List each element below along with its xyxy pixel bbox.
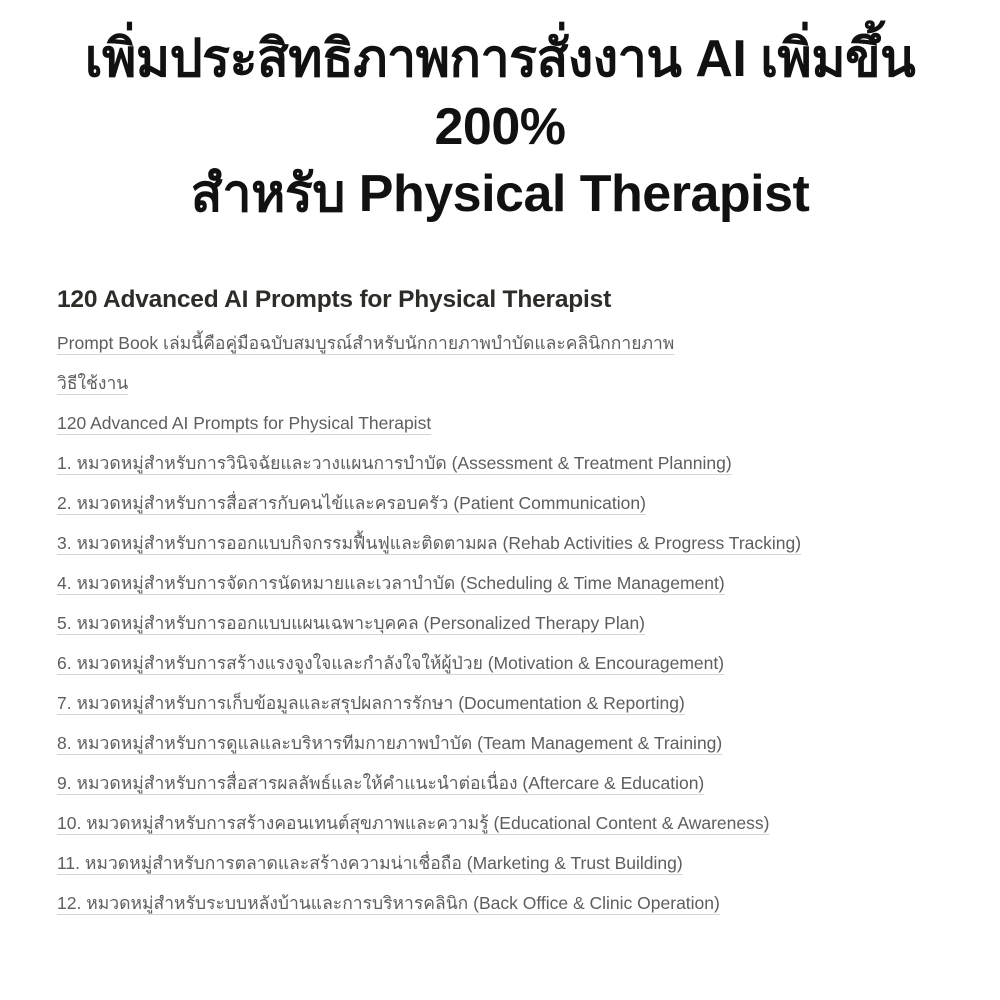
toc-link-category-6[interactable]: 6. หมวดหมู่สำหรับการสร้างแรงจูงใจและกำลังใจให้ผู้ป่วย (Motivation & Encouragement) [57,653,725,674]
toc-item [57,690,943,717]
section-heading: 120 Advanced AI Prompts for Physical Therapist [57,285,612,313]
page-title-line-1: เพิ่มประสิทธิภาพการสั่งงาน AI เพิ่มขึ้น 200% [84,30,916,156]
toc-item [57,730,943,757]
toc-link-category-8[interactable]: 8. หมวดหมู่สำหรับการดูแลและบริหารทีมกายภาพบำบัด (Team Management & Training) [57,733,723,754]
toc-link-category-3[interactable]: 3. หมวดหมู่สำหรับการออกแบบกิจกรรมฟื้นฟูและติดตามผล (Rehab Activities & Progress Tracking) [57,533,802,554]
toc-item [57,890,943,917]
toc-item [57,610,943,637]
toc-link-how-to-use[interactable]: วิธีใช้งาน [57,373,129,394]
hero-header [0,0,1000,229]
toc-link-category-5[interactable]: 5. หมวดหมู่สำหรับการออกแบบแผนเฉพาะบุคคล (Personalized Therapy Plan) [57,613,646,634]
content-area [57,285,943,917]
toc-link-category-10[interactable]: 10. หมวดหมู่สำหรับการสร้างคอนเทนต์สุขภาพและความรู้ (Educational Content & Awareness) [57,813,770,834]
toc-item [57,570,943,597]
toc-item [57,770,943,797]
toc-item [57,850,943,877]
toc-item [57,450,943,477]
toc-item [57,370,943,397]
toc-link-category-4[interactable]: 4. หมวดหมู่สำหรับการจัดการนัดหมายและเวลาบำบัด (Scheduling & Time Management) [57,573,725,594]
toc-item [57,810,943,837]
toc-item [57,530,943,557]
toc-link-category-11[interactable]: 11. หมวดหมู่สำหรับการตลาดและสร้างความน่าเชื่อถือ (Marketing & Trust Building) [57,853,683,874]
toc-link-category-9[interactable]: 9. หมวดหมู่สำหรับการสื่อสารผลลัพธ์และให้คำแนะนำต่อเนื่อง (Aftercare & Education) [57,773,705,794]
page-title-line-2: สำหรับ Physical Therapist [190,165,810,224]
toc-item [57,330,943,357]
toc-item [57,490,943,517]
toc-link-intro[interactable]: Prompt Book เล่มนี้คือคู่มือฉบับสมบูรณ์สำหรับนักกายภาพบำบัดและคลินิกกายภาพ [57,333,675,354]
table-of-contents [57,330,943,917]
toc-item [57,650,943,677]
toc-link-category-1[interactable]: 1. หมวดหมู่สำหรับการวินิจฉัยและวางแผนการบำบัด (Assessment & Treatment Planning) [57,453,732,474]
page-title [20,26,980,229]
toc-item [57,410,943,437]
toc-link-category-12[interactable]: 12. หมวดหมู่สำหรับระบบหลังบ้านและการบริหารคลินิก (Back Office & Clinic Operation) [57,893,720,914]
toc-link-category-7[interactable]: 7. หมวดหมู่สำหรับการเก็บข้อมูลและสรุปผลการรักษา (Documentation & Reporting) [57,693,685,714]
toc-link-prompts-overview[interactable]: 120 Advanced AI Prompts for Physical Therapist [57,413,432,434]
toc-link-category-2[interactable]: 2. หมวดหมู่สำหรับการสื่อสารกับคนไข้และครอบครัว (Patient Communication) [57,493,646,514]
